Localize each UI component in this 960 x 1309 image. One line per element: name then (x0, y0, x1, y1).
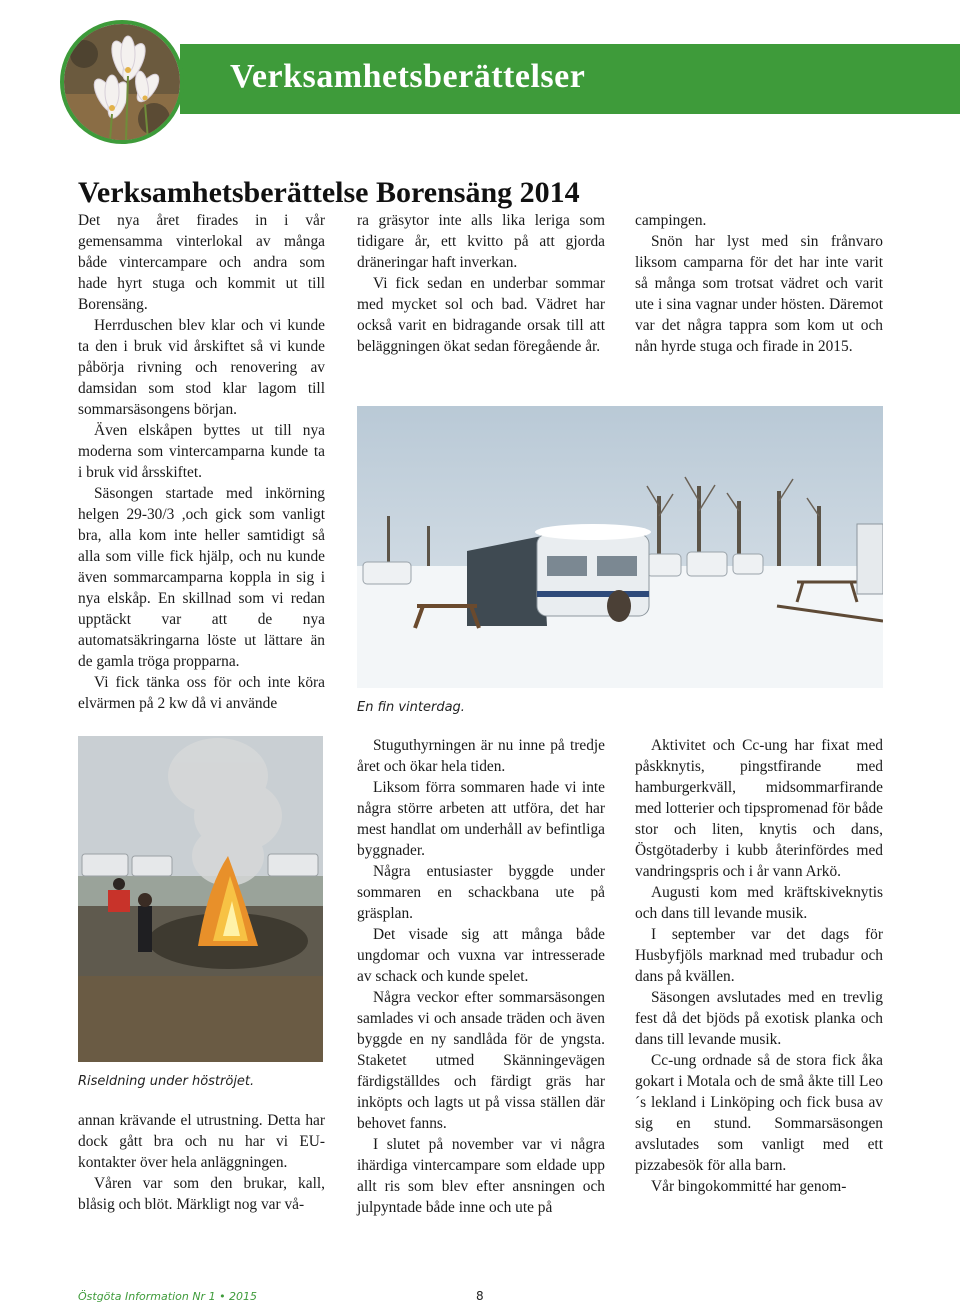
article-headline: Verksamhetsberättelse Borensäng 2014 (78, 176, 580, 209)
paragraph: Även elskåpen byttes ut till nya moderna som vintercamparna kunde ta i bruk vid årsskiftet. (78, 422, 325, 481)
paragraph: Det visade sig att många både ungdomar och vuxna var intresserade av schack och kunde spelet. (357, 926, 605, 985)
header-banner (180, 44, 960, 114)
paragraph: ra gräsytor inte alls lika leriga som tidigare år, ett kvitto på att gjorda dräneringar haft inverkan. (357, 212, 605, 271)
column-2-bottom (357, 735, 605, 1218)
paragraph: Säsongen avslutades med en trevlig fest då det bjöds på exotisk planka och dans till levande musik. (635, 989, 883, 1048)
paragraph: Några veckor efter sommarsäsongen samlades vi och ansade träden och även byggde en ny sandlåda för de yngsta. Staketet utmed Skänningevägen färdigställdes och färdigt gräs har inköpts och lagts ut på vissa ställen där behovet fanns. (357, 989, 605, 1132)
paragraph: Stuguthyrningen är nu inne på tredje året och ökar hela tiden. (357, 737, 605, 775)
paragraph: Säsongen startade med inkörning helgen 29-30/3 ,och gick som vanligt bra, alla kom inte heller samtidigt så alla som ville fick hjälp, och nu kunde även sommarcamparna koppla in sig i nya elskåp. En skillnad som vi redan upptäckt var att de nya automatsäkringarna löste ut lättare än de gamla tröga propparna. (78, 485, 325, 670)
bonfire-photo-caption: Riseldning under höströjet. (78, 1074, 255, 1089)
bonfire-photo (78, 736, 323, 1062)
paragraph: Snön har lyst med sin frånvaro liksom camparna för det har inte varit så många som trotsat vädret och varit ute i sina vagnar under hösten. Däremot var det några tappra som kom ut och nån hyrde stuga och firade in 2015. (635, 233, 883, 355)
winter-photo-caption: En fin vinterdag. (357, 700, 465, 715)
column-3-top (635, 210, 883, 357)
paragraph: I september var det dags för Husbyfjöls marknad med trubadur och dans på kvällen. (635, 926, 883, 985)
paragraph: Cc-ung ordnade så de stora fick åka gokart i Motala och de små åkte till Leo´s lekland i Linköping och fick busa av sig en stund. Sommarsäsongen avslutades som vanligt med ett pizzabesök för alla barn. (635, 1052, 883, 1174)
paragraph: Augusti kom med kräftskiveknytis och dans till levande musik. (635, 884, 883, 922)
paragraph: Vi fick tänka oss för och inte köra elvärmen på 2 kw då vi använde (78, 674, 325, 712)
paragraph: Vi fick sedan en underbar sommar med mycket sol och bad. Vädret har också varit en bidragande orsak till att beläggningen ökat sedan föregående år. (357, 275, 605, 355)
column-1-top (78, 210, 325, 714)
paragraph: Herrduschen blev klar och vi kunde ta den i bruk vid årskiftet så vi kunde påbörja rivning och renovering av damsidan som stod klar lagom till sommarsäsongens början. (78, 317, 325, 418)
publication-footer: Östgöta Information Nr 1 • 2015 (78, 1290, 258, 1303)
column-2-top (357, 210, 605, 357)
paragraph: I slutet på november var vi några ihärdiga vintercampare som eldade upp allt ris som blev efter ansningen och julpyntade både inne och ute på (357, 1136, 605, 1216)
paragraph: Det nya året firades in i vår gemensamma vinterlokal av många både vintercampare och andra som hade hyrt stuga och kommit ut till Borensäng. (78, 212, 325, 313)
column-1-bottom (78, 1110, 325, 1215)
paragraph: Våren var som den brukar, kall, blåsig och blöt. Märkligt nog var vå- (78, 1175, 325, 1213)
paragraph: Några entusiaster byggde under sommaren en schackbana ute på gräsplan. (357, 863, 605, 922)
paragraph: Aktivitet och Cc-ung har fixat med påskknytis, pingstfirande med hamburgerkväll, midsommarfirande med lotterier och tipspromenad för både stor och liten, knytis och dans, Östgötaderby i kubb återinfördes med vandringspris och i år vann Arkö. (635, 737, 883, 880)
page-number: 8 (476, 1289, 484, 1303)
bonfire-illustration (78, 736, 323, 1062)
section-title: Verksamhetsberättelser (230, 58, 586, 95)
winter-camping-photo (357, 406, 883, 688)
winter-campsite-illustration (357, 406, 883, 688)
crocus-flowers-illustration (64, 24, 180, 140)
paragraph: annan krävande el utrustning. Detta har dock gått bra och nu har vi EU-kontakter över hela anläggningen. (78, 1112, 325, 1171)
paragraph: Liksom förra sommaren hade vi inte några större arbeten att utföra, det har mest handlat om underhåll av befintliga byggnader. (357, 779, 605, 859)
paragraph: campingen. (635, 212, 707, 229)
paragraph: Vår bingokommitté har genom- (651, 1178, 847, 1195)
flower-medallion-image (60, 20, 184, 144)
column-3-bottom (635, 735, 883, 1197)
